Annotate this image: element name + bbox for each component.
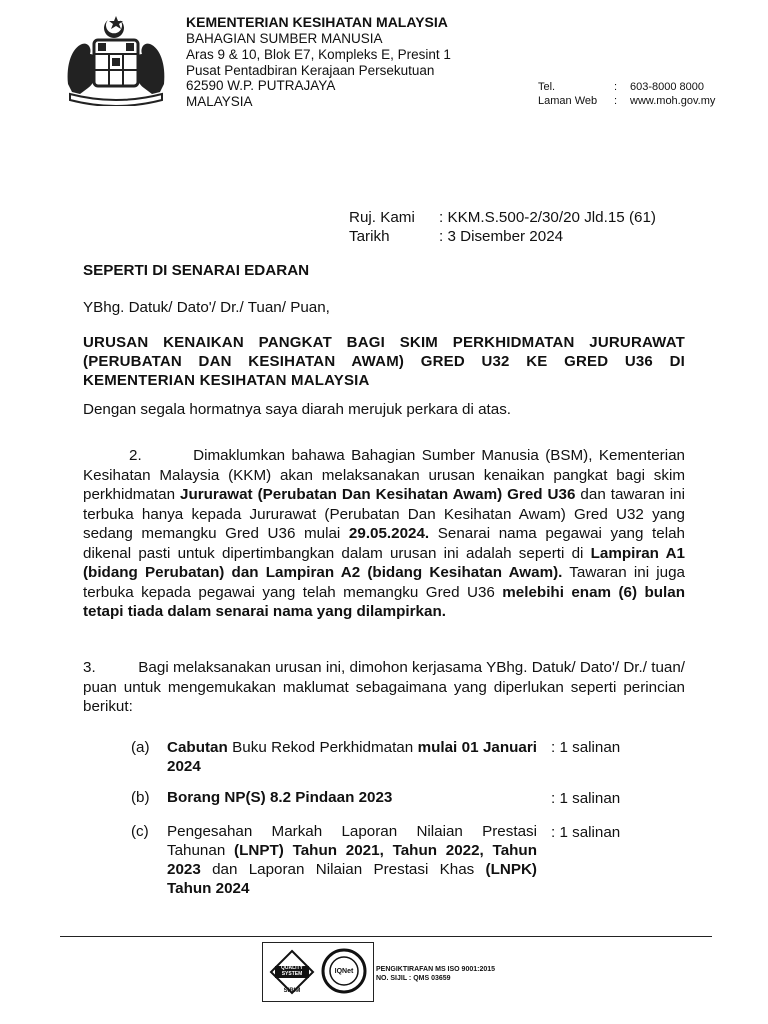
item-a-quantity: : 1 salinan — [551, 739, 621, 756]
subject-line-1: URUSAN KENAIKAN PANGKAT BAGI SKIM PERKHIDMATAN JURURAWAT — [83, 334, 685, 351]
division-name: BAHAGIAN SUMBER MANUSIA — [186, 31, 383, 46]
paragraph-3-text: Bagi melaksanakan urusan ini, dimohon kerjasama YBhg. Datuk/ Dato'/ Dr./ tuan/ puan untuk mengemukakan maklumat sebagaimana yang diperlukan seperti perincian berikut: — [83, 659, 686, 715]
iqnet-text: IQNet — [334, 968, 354, 975]
paragraph-2 — [83, 446, 685, 622]
ministry-name: KEMENTERIAN KESIHATAN MALAYSIA — [186, 14, 448, 30]
paragraph-2-bold-1: Jururawat (Perubatan Dan Kesihatan Awam) Gred U36 — [180, 486, 576, 503]
address-line-4: MALAYSIA — [186, 94, 253, 109]
paragraph-2-bold-3: Lampiran A1 (bidang Perubatan) dan Lampiran A2 (bidang Kesihatan Awam). — [83, 544, 685, 581]
paragraph-2-text-4: Tawaran ini juga terbuka kepada pegawai yang telah memangku Gred U36 — [83, 564, 685, 601]
address-line-3: 62590 W.P. PUTRAJAYA — [186, 78, 336, 93]
item-a-text: Cabutan Buku Rekod Perkhidmatan mulai 01 Januari 2024 — [167, 739, 537, 775]
tel-separator: : — [614, 81, 618, 93]
quality-system-badge — [269, 949, 315, 995]
subject-line-2: (PERUBATAN DAN KESIHATAN AWAM) GRED U32 KE GRED U36 DI — [83, 353, 685, 370]
item-b-quantity: : 1 salinan — [551, 790, 621, 807]
item-a-label: (a) — [131, 739, 150, 756]
address-line-1: Aras 9 & 10, Blok E7, Kompleks E, Presint 1 — [186, 47, 451, 62]
paragraph-2-text-2: dan tawaran ini terbuka hanya kepada Jururawat (Perubatan Dan Kesihatan Awam) Gred U32 yang sedang memangku Gred U36 mulai — [83, 486, 685, 542]
paragraph-2-bold-2: 29.05.2024. — [348, 525, 430, 542]
paragraph-2-bold-4: melebihi enam (6) bulan tetapi tiada dalam senarai nama yang dilampirkan. — [83, 583, 685, 620]
footer-divider — [60, 936, 712, 937]
paragraph-2-number: 2. — [129, 447, 142, 464]
paragraph-3 — [83, 658, 685, 717]
tel-label: Tel. — [538, 81, 556, 93]
item-c-quantity: : 1 salinan — [551, 824, 621, 841]
reference-label: Ruj. Kami — [349, 209, 415, 226]
tel-value: 603-8000 8000 — [630, 81, 705, 93]
sirim-text: SIRIM — [283, 988, 301, 994]
coat-of-arms-logo — [62, 14, 170, 106]
paragraph-3-number: 3. — [83, 659, 96, 676]
web-separator: : — [614, 95, 618, 107]
paragraph-2-text-3: Senarai nama pegawai yang telah dikenal pasti untuk dipertimbangkan dalam urusan ini adalah seperti di — [83, 525, 685, 562]
certification-line-2: NO. SIJIL : QMS 03659 — [376, 975, 451, 982]
recipient: SEPERTI DI SENARAI EDARAN — [83, 262, 310, 279]
web-label: Laman Web — [538, 95, 598, 107]
item-c-label: (c) — [131, 823, 149, 840]
iqnet-badge — [321, 948, 367, 994]
paragraph-2-text-1: Dimaklumkan bahawa Bahagian Sumber Manusia (BSM), Kementerian Kesihatan Malaysia (KKM) akan melaksanakan urusan kenaikan pangkat bagi skim perkhidmatan — [83, 447, 685, 503]
intro-paragraph: Dengan segala hormatnya saya diarah merujuk perkara di atas. — [83, 401, 512, 418]
address-line-2: Pusat Pentadbiran Kerajaan Persekutuan — [186, 63, 435, 78]
quality-system-text: QUALITY SYSTEM — [281, 965, 303, 977]
web-value: www.moh.gov.my — [630, 95, 716, 107]
date-label: Tarikh — [349, 228, 390, 245]
subject — [83, 333, 685, 390]
item-b-text: Borang NP(S) 8.2 Pindaan 2023 — [167, 789, 393, 806]
item-c-text: Pengesahan Markah Laporan Nilaian Prestasi Tahunan (LNPT) Tahun 2021, Tahun 2022, Tahun 2023 dan Laporan Nilaian Prestasi Khas (LNPK) Tahun 2024 — [167, 823, 537, 897]
salutation: YBhg. Datuk/ Dato'/ Dr./ Tuan/ Puan, — [83, 299, 330, 316]
certification-line-1: PENGIKTIRAFAN MS ISO 9001:2015 — [376, 966, 496, 973]
subject-line-3: KEMENTERIAN KESIHATAN MALAYSIA — [83, 372, 370, 389]
item-b-label: (b) — [131, 789, 150, 806]
date-value: : 3 Disember 2024 — [439, 228, 564, 245]
certification-badges — [262, 942, 374, 1002]
reference-value: : KKM.S.500-2/30/20 Jld.15 (61) — [439, 209, 656, 226]
